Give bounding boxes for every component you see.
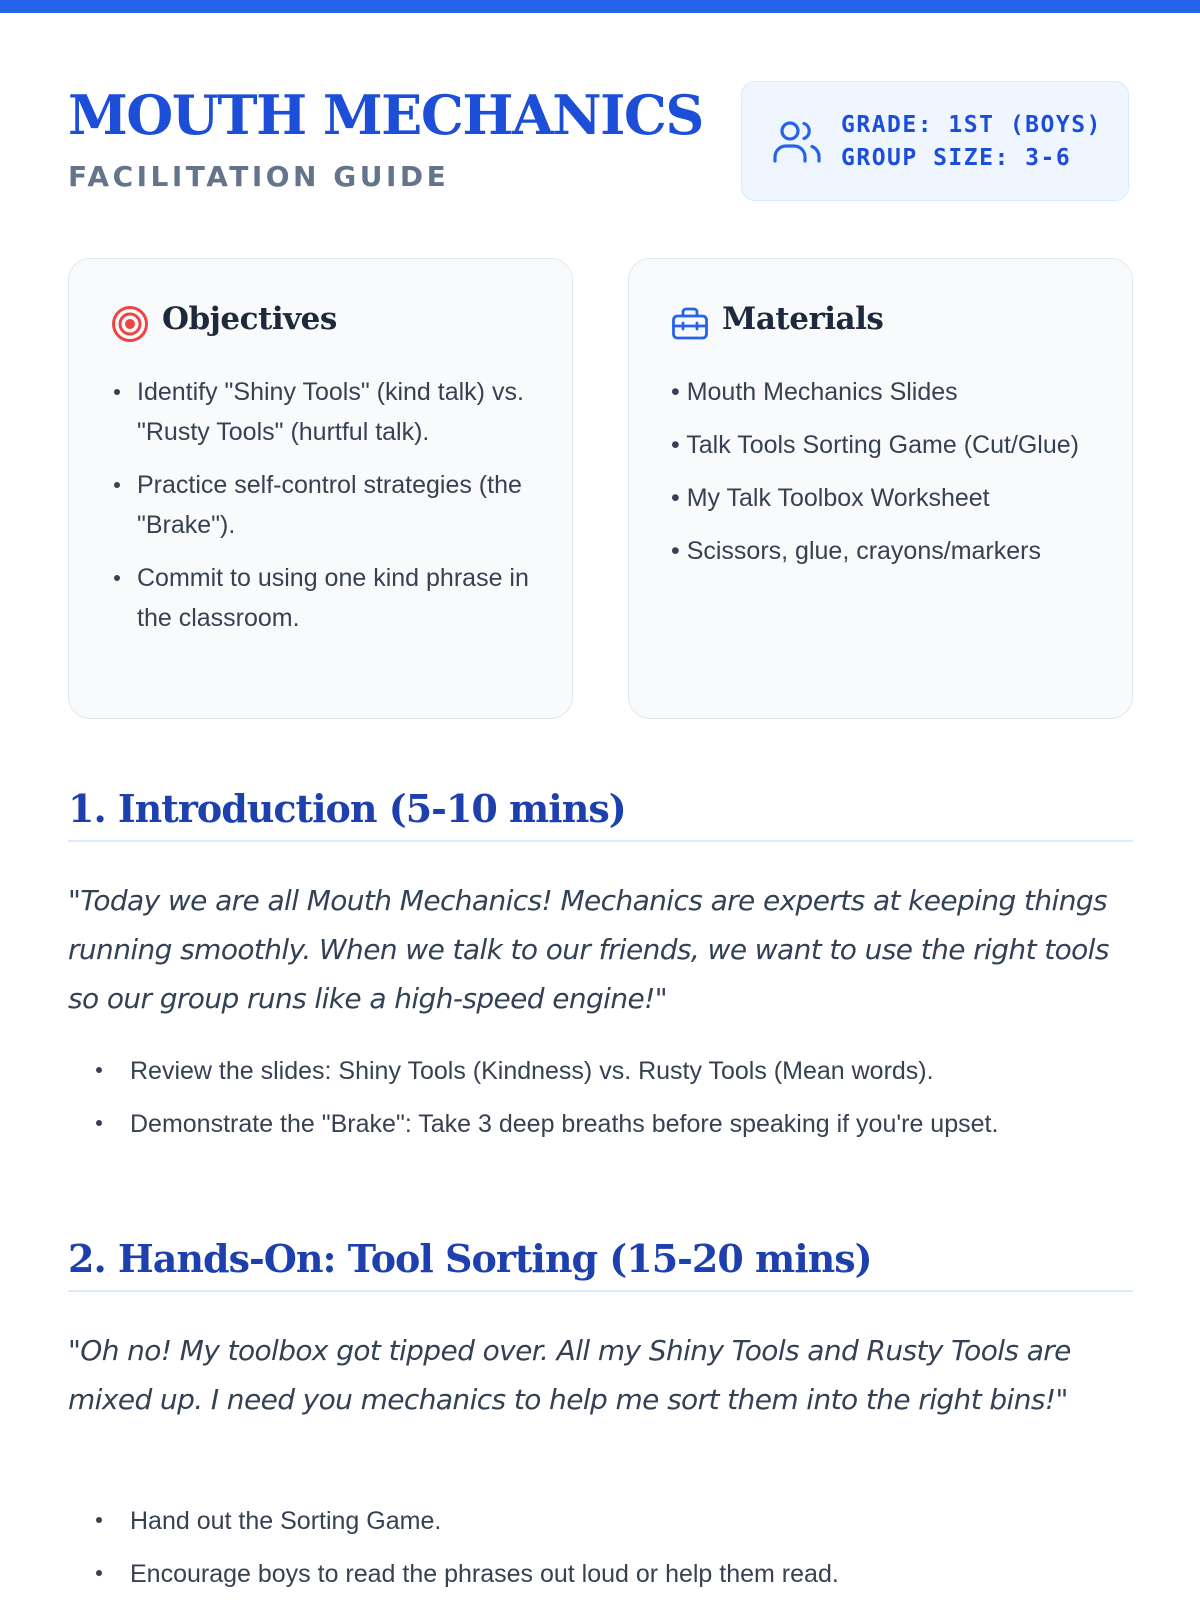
material-item: • Scissors, glue, crayons/markers bbox=[671, 537, 1041, 565]
step-item bbox=[94, 1554, 1094, 1594]
section-title-introduction: 1. Introduction (5-10 mins) bbox=[68, 786, 1133, 842]
step-item bbox=[94, 1104, 1094, 1144]
material-item: • Talk Tools Sorting Game (Cut/Glue) bbox=[671, 431, 1079, 459]
section-title-tool-sorting: 2. Hands-On: Tool Sorting (15-20 mins) bbox=[68, 1236, 1133, 1292]
grade-label: GRADE: 1ST (BOYS) bbox=[841, 112, 1102, 138]
bullet bbox=[94, 1554, 130, 1594]
step-text: Hand out the Sorting Game. bbox=[130, 1507, 442, 1535]
material-item: • My Talk Toolbox Worksheet bbox=[671, 484, 990, 512]
step-text: Demonstrate the "Brake": Take 3 deep breaths before speaking if you're upset. bbox=[130, 1110, 999, 1138]
group-size-label: GROUP SIZE: 3-6 bbox=[841, 145, 1072, 171]
materials-list bbox=[671, 372, 1101, 584]
page-header bbox=[68, 84, 1133, 214]
materials-title: Materials bbox=[722, 301, 884, 337]
bullet bbox=[94, 1104, 130, 1144]
objectives-card bbox=[68, 258, 573, 719]
introduction-steps-list bbox=[94, 1051, 1094, 1157]
bullet bbox=[94, 1501, 130, 1541]
bullet bbox=[94, 1051, 130, 1091]
step-item bbox=[94, 1501, 1094, 1541]
tool-sorting-steps-list bbox=[94, 1501, 1094, 1607]
objectives-title: Objectives bbox=[162, 301, 337, 337]
objective-item: Commit to using one kind phrase in the classroom. bbox=[111, 558, 541, 638]
objectives-list bbox=[111, 372, 541, 651]
tool-sorting-script-quote: "Oh no! My toolbox got tipped over. All my Shiny Tools and Rusty Tools are mixed up. I need you mechanics to help me sort them into the right bins!" bbox=[68, 1334, 1071, 1416]
step-item bbox=[94, 1051, 1094, 1091]
introduction-script-quote: "Today we are all Mouth Mechanics! Mechanics are experts at keeping things running smoothly. When we talk to our friends, we want to use the right tools so our group runs like a high-speed engine!" bbox=[68, 884, 1109, 1015]
objective-item: Practice self-control strategies (the "Brake"). bbox=[111, 465, 541, 545]
target-icon bbox=[111, 305, 149, 343]
material-item: • Mouth Mechanics Slides bbox=[671, 378, 958, 406]
page-subtitle: FACILITATION GUIDE bbox=[68, 160, 450, 193]
users-icon bbox=[772, 119, 822, 165]
top-accent-bar bbox=[0, 0, 1200, 13]
objective-item: Identify "Shiny Tools" (kind talk) vs. "Rusty Tools" (hurtful talk). bbox=[111, 372, 541, 452]
toolbox-icon bbox=[671, 305, 709, 343]
group-info-box bbox=[741, 81, 1129, 201]
page-title: MOUTH MECHANICS bbox=[68, 83, 703, 147]
step-text: Encourage boys to read the phrases out loud or help them read. bbox=[130, 1560, 839, 1588]
step-text: Review the slides: Shiny Tools (Kindness) vs. Rusty Tools (Mean words). bbox=[130, 1057, 934, 1085]
materials-card bbox=[628, 258, 1133, 719]
